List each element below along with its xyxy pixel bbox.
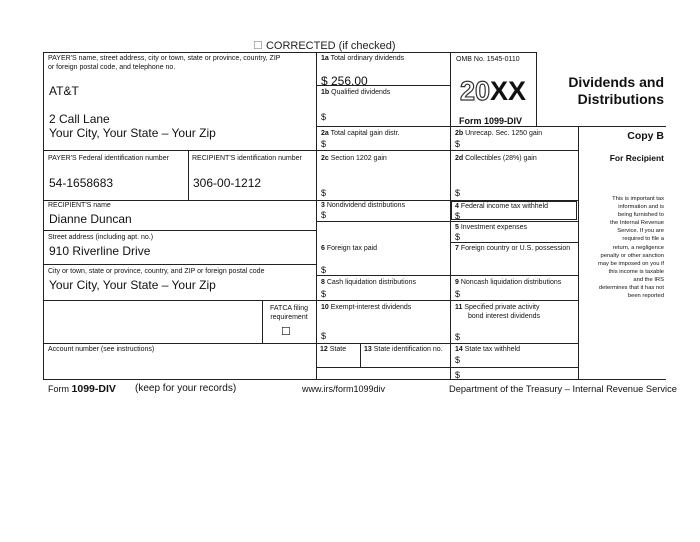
box2c-value[interactable]: $ xyxy=(321,188,327,198)
box1a-label xyxy=(321,55,404,63)
corrected-label: CORRECTED (if checked) xyxy=(265,40,396,52)
rule xyxy=(43,52,537,53)
box2c-num: 2c xyxy=(321,155,329,162)
box7-label xyxy=(455,245,570,253)
box1a-text: Total ordinary dividends xyxy=(330,55,405,62)
notice-line: information and is xyxy=(618,204,664,211)
box6-value[interactable]: $ xyxy=(321,265,327,275)
rule xyxy=(360,343,361,367)
box10-value[interactable]: $ xyxy=(321,331,327,341)
box8-value[interactable]: $ xyxy=(321,289,327,299)
tax-year xyxy=(460,76,526,106)
payer-name[interactable]: AT&T xyxy=(49,84,79,98)
box2d-value[interactable]: $ xyxy=(455,188,461,198)
box1b-value[interactable]: $ xyxy=(321,112,327,122)
recipient-street-label: Street address (including apt. no.) xyxy=(48,234,154,241)
box9-num: 9 xyxy=(455,279,459,286)
rule xyxy=(188,150,189,200)
rule xyxy=(43,230,316,231)
rule xyxy=(43,343,450,344)
box1b-text: Qualified dividends xyxy=(331,89,391,96)
recipient-tin-label: RECIPIENT'S identification number xyxy=(192,155,302,162)
corrected-checkbox[interactable]: ☐ xyxy=(253,40,263,52)
box11-value[interactable]: $ xyxy=(455,332,461,342)
notice-line: the Internal Revenue xyxy=(610,220,664,227)
form-title xyxy=(540,74,664,108)
account-label: Account number (see instructions) xyxy=(48,346,155,353)
rule xyxy=(43,379,666,380)
box5-num: 5 xyxy=(455,224,459,231)
box9-text: Noncash liquidation distributions xyxy=(460,279,562,286)
box2c-text: Section 1202 gain xyxy=(330,155,387,162)
box8-num: 8 xyxy=(321,279,325,286)
box4-num: 4 xyxy=(455,203,459,210)
box2d-num: 2d xyxy=(455,155,464,162)
box4-text: Federal income tax withheld xyxy=(460,203,549,210)
box1a-value[interactable]: $ 256.00 xyxy=(321,74,368,88)
box8-text: Cash liquidation distributions xyxy=(326,279,416,286)
notice-line: this income is taxable xyxy=(608,268,664,275)
rule xyxy=(43,150,316,151)
rule xyxy=(43,264,316,265)
rule xyxy=(316,300,578,301)
notice-line: Service. If you are xyxy=(617,228,664,235)
rule xyxy=(316,126,666,127)
recipient-tin[interactable]: 306-00-1212 xyxy=(193,176,262,190)
rule xyxy=(450,343,578,344)
payer-label-2: or foreign postal code, and telephone no. xyxy=(48,64,176,71)
box8-label xyxy=(321,279,416,287)
notice-line: being furnished to xyxy=(617,212,664,219)
box2d-label xyxy=(455,155,537,163)
form-title-line-2: Distributions xyxy=(577,91,664,107)
box12-num: 12 xyxy=(320,346,328,353)
box4-value[interactable]: $ xyxy=(455,211,461,221)
box6-label xyxy=(321,245,377,253)
notice-line: and the IRS xyxy=(633,276,664,283)
box13-text: State identification no. xyxy=(373,346,443,353)
notice-line: may be imposed on you if xyxy=(597,260,664,267)
for-recipient: For Recipient xyxy=(609,153,664,163)
form-title-line-1: Dividends and xyxy=(568,74,664,90)
notice-line: return, a negligence xyxy=(612,244,664,251)
box7-text: Foreign country or U.S. possession xyxy=(460,245,571,252)
notice-line: required to file a xyxy=(622,236,664,243)
box12-label xyxy=(320,346,346,354)
recipient-city-label: City or town, state or province, country, and ZIP or foreign postal code xyxy=(48,268,265,275)
box6-text: Foreign tax paid xyxy=(326,245,378,252)
omb-number: OMB No. 1545-0110 xyxy=(456,56,520,63)
form-name-header: Form 1099-DIV xyxy=(459,116,523,126)
box12-text: State xyxy=(329,346,347,353)
box3-value[interactable]: $ xyxy=(321,210,327,220)
rule xyxy=(316,150,578,151)
box14-value-1[interactable]: $ xyxy=(455,355,461,365)
payer-street[interactable]: 2 Call Lane xyxy=(49,112,110,126)
rule xyxy=(316,221,578,222)
box14-value-2[interactable]: $ xyxy=(455,370,461,380)
tax-year-bold: XX xyxy=(490,76,527,106)
box11-num: 11 xyxy=(455,304,463,311)
box10-text: Exempt-interest dividends xyxy=(330,304,412,311)
box2a-value[interactable]: $ xyxy=(321,139,327,149)
fatca-checkbox[interactable]: ☐ xyxy=(281,326,291,338)
notice-line: This is important tax xyxy=(612,196,664,202)
box2d-text: Collectibles (28%) gain xyxy=(465,155,537,162)
fatca-label: FATCA filing xyxy=(270,305,308,312)
notice-line: been reported xyxy=(627,293,664,300)
footer-keep: (keep for your records) xyxy=(135,383,237,394)
recipient-name-label: RECIPIENT'S name xyxy=(48,202,111,209)
box2a-text: Total capital gain distr. xyxy=(330,130,400,137)
box13-label xyxy=(364,346,443,354)
box2a-num: 2a xyxy=(321,130,329,137)
rule xyxy=(316,52,317,379)
footer-department: Department of the Treasury – Internal Revenue Service xyxy=(449,384,677,394)
payer-tin[interactable]: 54-1658683 xyxy=(49,176,114,190)
box14-num: 14 xyxy=(455,346,463,353)
box2b-value[interactable]: $ xyxy=(455,139,461,149)
box3-label xyxy=(321,202,405,210)
payer-city[interactable]: Your City, Your State – Your Zip xyxy=(49,126,216,140)
box14-text: State tax withheld xyxy=(464,346,521,353)
rule xyxy=(316,275,578,276)
box6-num: 6 xyxy=(321,245,325,252)
box3-num: 3 xyxy=(321,202,325,209)
rule xyxy=(43,52,44,379)
recipient-street[interactable]: 910 Riverline Drive xyxy=(49,244,151,258)
box9-label xyxy=(455,279,561,287)
rule xyxy=(43,200,316,201)
rule xyxy=(450,242,578,243)
box2b-num: 2b xyxy=(455,130,464,137)
box3-text: Nondividend distributions xyxy=(326,202,406,209)
footer-form xyxy=(48,383,116,395)
box1a-num: 1a xyxy=(321,55,329,62)
recipient-city[interactable]: Your City, Your State – Your Zip xyxy=(49,278,216,292)
payer-label: PAYER'S name, street address, city or town, state or province, country, ZIP xyxy=(48,55,281,62)
copy-label: Copy B xyxy=(627,130,664,142)
notice-text xyxy=(578,195,664,300)
box5-text: Investment expenses xyxy=(460,224,528,231)
box1b-label xyxy=(321,89,390,97)
rule xyxy=(262,300,263,343)
box9-value[interactable]: $ xyxy=(455,289,461,299)
recipient-name[interactable]: Dianne Duncan xyxy=(49,212,132,226)
rule xyxy=(536,52,537,126)
footer-form-prefix: Form xyxy=(48,384,69,394)
box7-num: 7 xyxy=(455,245,459,252)
tax-year-outline: 20 xyxy=(460,76,491,106)
rule xyxy=(43,300,316,301)
box13-num: 13 xyxy=(364,346,372,353)
box2a-label xyxy=(321,130,400,138)
box5-label xyxy=(455,224,527,232)
box10-label xyxy=(321,304,411,312)
payer-tin-label: PAYER'S Federal identification number xyxy=(48,155,169,162)
notice-line: penalty or other sanction xyxy=(600,252,664,259)
box11-text: Specified private activity xyxy=(464,304,540,311)
box2b-text: Unrecap. Sec. 1250 gain xyxy=(465,130,543,137)
notice-line: determines that it has not xyxy=(598,285,664,292)
rule xyxy=(316,367,578,368)
box10-num: 10 xyxy=(321,304,329,311)
box2b-label xyxy=(455,130,542,138)
box1b-num: 1b xyxy=(321,89,330,96)
box11-label xyxy=(455,304,539,312)
box2c-label xyxy=(321,155,387,163)
box4-label xyxy=(455,203,548,211)
fatca-label-2: requirement xyxy=(270,314,308,321)
corrected-header xyxy=(253,40,396,52)
box5-value[interactable]: $ xyxy=(455,232,461,242)
box11-label-2: bond interest dividends xyxy=(468,313,540,320)
box14-label xyxy=(455,346,520,354)
footer-url[interactable]: www.irs/form1099div xyxy=(302,384,386,394)
footer-form-name: 1099-DIV xyxy=(71,383,116,395)
